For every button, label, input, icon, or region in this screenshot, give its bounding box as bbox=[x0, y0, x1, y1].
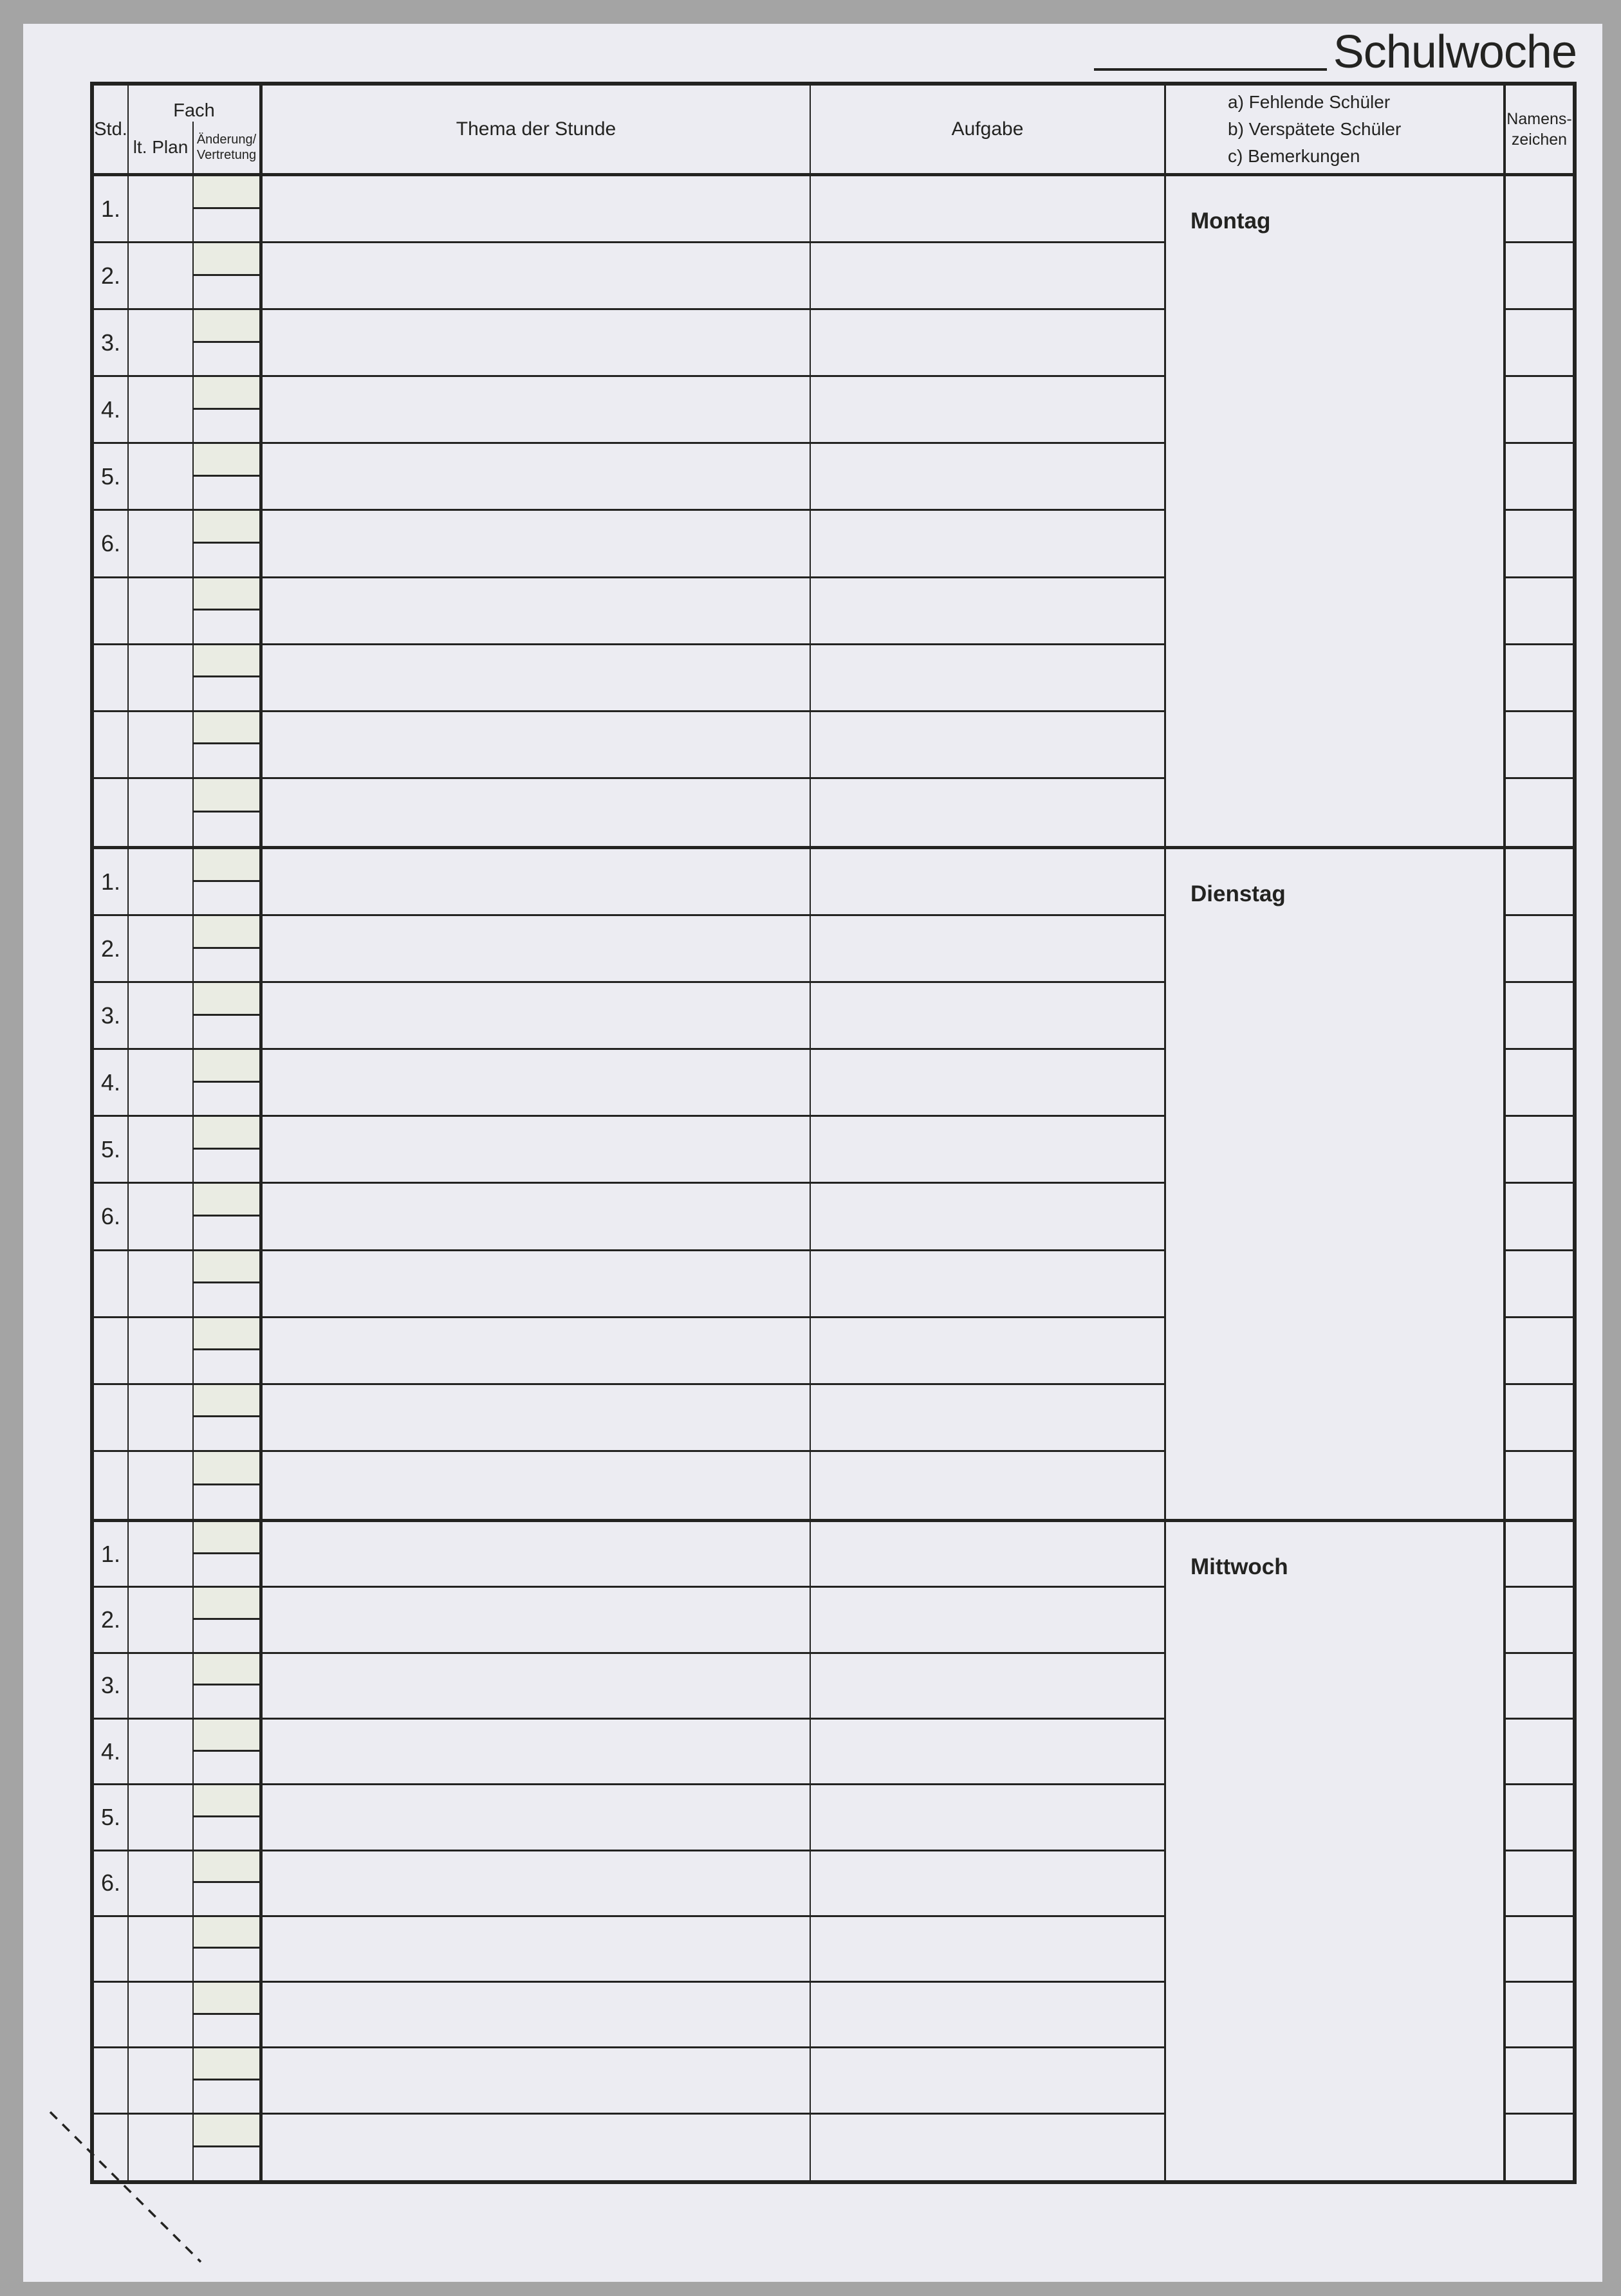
fach-aenderung-cell bbox=[194, 1318, 263, 1385]
fach-lt-plan-cell bbox=[129, 578, 194, 645]
aufgabe-cell bbox=[811, 1588, 1166, 1653]
period-number-cell: 3. bbox=[94, 1654, 129, 1720]
aufgabe-cell bbox=[811, 176, 1166, 243]
namenszeichen-cell bbox=[1506, 1785, 1573, 1851]
table-header-row bbox=[94, 86, 1573, 176]
fach-aenderung-cell bbox=[194, 1184, 263, 1251]
day-remarks-cell bbox=[1166, 1522, 1506, 2180]
aenderung-highlight-subcell bbox=[194, 1251, 259, 1284]
fach-aenderung-cell bbox=[194, 1851, 263, 1917]
thema-cell bbox=[263, 1720, 811, 1785]
fach-lt-plan-cell bbox=[129, 1720, 194, 1785]
period-number-cell bbox=[94, 2048, 129, 2114]
thema-cell bbox=[263, 1588, 811, 1653]
fach-aenderung-cell bbox=[194, 578, 263, 645]
fach-aenderung-cell bbox=[194, 377, 263, 444]
fach-aenderung-cell bbox=[194, 1117, 263, 1184]
period-number-cell: 6. bbox=[94, 1851, 129, 1917]
fach-aenderung-cell bbox=[194, 1385, 263, 1452]
aenderung-highlight-subcell bbox=[194, 1654, 259, 1686]
thema-cell bbox=[263, 578, 811, 645]
namenszeichen-cell bbox=[1506, 1385, 1573, 1452]
aenderung-line-1: Änderung/ bbox=[196, 133, 257, 147]
aufgabe-cell bbox=[811, 1917, 1166, 1983]
thema-cell bbox=[263, 1452, 811, 1519]
fach-aenderung-cell bbox=[194, 1251, 263, 1318]
namenszeichen-line-1: Namens- bbox=[1506, 109, 1572, 128]
namenszeichen-cell bbox=[1506, 1452, 1573, 1519]
thema-cell bbox=[263, 1184, 811, 1251]
namenszeichen-cell bbox=[1506, 1720, 1573, 1785]
aenderung-line-2: Vertretung bbox=[196, 148, 257, 162]
fach-aenderung-cell bbox=[194, 243, 263, 310]
aenderung-highlight-subcell bbox=[194, 1720, 259, 1752]
week-number-blank-line bbox=[1094, 68, 1327, 71]
namenszeichen-cell bbox=[1506, 779, 1573, 846]
aenderung-highlight-subcell bbox=[194, 1452, 259, 1485]
fach-aenderung-cell bbox=[194, 1522, 263, 1588]
thema-cell bbox=[263, 511, 811, 578]
aenderung-highlight-subcell bbox=[194, 779, 259, 813]
aufgabe-cell bbox=[811, 1184, 1166, 1251]
fach-lt-plan-cell bbox=[129, 243, 194, 310]
namenszeichen-cell bbox=[1506, 983, 1573, 1050]
thema-cell bbox=[263, 1050, 811, 1117]
fach-lt-plan-cell bbox=[129, 310, 194, 377]
fach-lt-plan-cell bbox=[129, 1522, 194, 1588]
namenszeichen-cell bbox=[1506, 1050, 1573, 1117]
fach-aenderung-cell bbox=[194, 1452, 263, 1519]
period-number-cell: 2. bbox=[94, 1588, 129, 1653]
thema-cell bbox=[263, 1251, 811, 1318]
aenderung-highlight-subcell bbox=[194, 1385, 259, 1418]
namenszeichen-cell bbox=[1506, 1851, 1573, 1917]
column-header-bemerkungen bbox=[1166, 86, 1506, 173]
fach-aenderung-cell bbox=[194, 1588, 263, 1653]
day-block-dienstag bbox=[94, 846, 1573, 1519]
thema-cell bbox=[263, 1983, 811, 2048]
aenderung-highlight-subcell bbox=[194, 1318, 259, 1351]
aufgabe-cell bbox=[811, 1050, 1166, 1117]
fach-lt-plan-cell bbox=[129, 1385, 194, 1452]
fach-lt-plan-cell bbox=[129, 983, 194, 1050]
fach-lt-plan-cell bbox=[129, 916, 194, 983]
namenszeichen-cell bbox=[1506, 1251, 1573, 1318]
aenderung-highlight-subcell bbox=[194, 578, 259, 611]
thema-cell bbox=[263, 916, 811, 983]
namenszeichen-cell bbox=[1506, 1184, 1573, 1251]
namenszeichen-cell bbox=[1506, 444, 1573, 511]
namenszeichen-cell bbox=[1506, 849, 1573, 916]
fach-aenderung-cell bbox=[194, 779, 263, 846]
period-number-cell: 3. bbox=[94, 310, 129, 377]
fach-lt-plan-cell bbox=[129, 779, 194, 846]
namenszeichen-cell bbox=[1506, 1917, 1573, 1983]
aufgabe-cell bbox=[811, 916, 1166, 983]
thema-cell bbox=[263, 310, 811, 377]
period-number-cell: 1. bbox=[94, 849, 129, 916]
fach-lt-plan-cell bbox=[129, 1654, 194, 1720]
period-number-cell: 6. bbox=[94, 511, 129, 578]
thema-cell bbox=[263, 1851, 811, 1917]
aenderung-highlight-subcell bbox=[194, 1117, 259, 1150]
fach-lt-plan-cell bbox=[129, 1917, 194, 1983]
thema-cell bbox=[263, 1117, 811, 1184]
aufgabe-cell bbox=[811, 1251, 1166, 1318]
aenderung-highlight-subcell bbox=[194, 1522, 259, 1554]
period-number-cell bbox=[94, 2115, 129, 2180]
thema-cell bbox=[263, 779, 811, 846]
fach-aenderung-cell bbox=[194, 1983, 263, 2048]
aufgabe-cell bbox=[811, 1452, 1166, 1519]
namenszeichen-cell bbox=[1506, 712, 1573, 779]
thema-cell bbox=[263, 2115, 811, 2180]
fach-aenderung-cell bbox=[194, 1917, 263, 1983]
aufgabe-cell bbox=[811, 1654, 1166, 1720]
planner-page bbox=[23, 24, 1602, 2282]
fach-lt-plan-cell bbox=[129, 712, 194, 779]
day-label: Mittwoch bbox=[1190, 1554, 1288, 1579]
namenszeichen-cell bbox=[1506, 1983, 1573, 2048]
namenszeichen-cell bbox=[1506, 1654, 1573, 1720]
aufgabe-cell bbox=[811, 1983, 1166, 2048]
aenderung-highlight-subcell bbox=[194, 310, 259, 343]
namenszeichen-cell bbox=[1506, 578, 1573, 645]
column-header-fach-group bbox=[129, 86, 263, 173]
day-label: Montag bbox=[1190, 208, 1271, 234]
aufgabe-cell bbox=[811, 779, 1166, 846]
aenderung-highlight-subcell bbox=[194, 1785, 259, 1817]
aufgabe-cell bbox=[811, 1785, 1166, 1851]
aufgabe-cell bbox=[811, 1318, 1166, 1385]
period-number-cell bbox=[94, 1452, 129, 1519]
day-block-mittwoch bbox=[94, 1519, 1573, 2180]
period-number-cell: 4. bbox=[94, 1720, 129, 1785]
namenszeichen-cell bbox=[1506, 1588, 1573, 1653]
thema-cell bbox=[263, 243, 811, 310]
fach-lt-plan-cell bbox=[129, 1050, 194, 1117]
namenszeichen-cell bbox=[1506, 2048, 1573, 2114]
column-header-aufgabe: Aufgabe bbox=[811, 86, 1166, 173]
aenderung-highlight-subcell bbox=[194, 916, 259, 949]
bemerkungen-line-b: b) Verspätete Schüler bbox=[1228, 119, 1402, 139]
aufgabe-cell bbox=[811, 983, 1166, 1050]
bemerkungen-line-a: a) Fehlende Schüler bbox=[1228, 92, 1391, 112]
namenszeichen-cell bbox=[1506, 1522, 1573, 1588]
fach-aenderung-cell bbox=[194, 645, 263, 712]
fach-lt-plan-cell bbox=[129, 1785, 194, 1851]
thema-cell bbox=[263, 2048, 811, 2114]
fach-aenderung-cell bbox=[194, 983, 263, 1050]
day-block-montag bbox=[94, 176, 1573, 846]
period-number-cell: 1. bbox=[94, 176, 129, 243]
thema-cell bbox=[263, 444, 811, 511]
fach-lt-plan-cell bbox=[129, 176, 194, 243]
period-number-cell: 5. bbox=[94, 1117, 129, 1184]
period-number-cell bbox=[94, 1983, 129, 2048]
aenderung-highlight-subcell bbox=[194, 511, 259, 544]
thema-cell bbox=[263, 1385, 811, 1452]
period-number-cell bbox=[94, 712, 129, 779]
period-number-cell bbox=[94, 645, 129, 712]
aufgabe-cell bbox=[811, 849, 1166, 916]
thema-cell bbox=[263, 1917, 811, 1983]
day-remarks-cell bbox=[1166, 176, 1506, 846]
bemerkungen-line-c: c) Bemerkungen bbox=[1228, 146, 1360, 166]
aufgabe-cell bbox=[811, 444, 1166, 511]
fach-aenderung-cell bbox=[194, 712, 263, 779]
aenderung-highlight-subcell bbox=[194, 712, 259, 745]
period-number-cell: 4. bbox=[94, 377, 129, 444]
day-remarks-cell bbox=[1166, 849, 1506, 1519]
namenszeichen-cell bbox=[1506, 645, 1573, 712]
fach-lt-plan-cell bbox=[129, 2048, 194, 2114]
aenderung-highlight-subcell bbox=[194, 444, 259, 477]
aufgabe-cell bbox=[811, 712, 1166, 779]
fach-aenderung-cell bbox=[194, 310, 263, 377]
period-number-cell: 6. bbox=[94, 1184, 129, 1251]
fach-lt-plan-cell bbox=[129, 1983, 194, 2048]
namenszeichen-cell bbox=[1506, 377, 1573, 444]
fach-lt-plan-cell bbox=[129, 1851, 194, 1917]
fach-lt-plan-cell bbox=[129, 377, 194, 444]
fach-subheader-row bbox=[129, 122, 259, 173]
namenszeichen-line-2: zeichen bbox=[1511, 131, 1568, 149]
aenderung-highlight-subcell bbox=[194, 377, 259, 410]
page-title: Schulwoche bbox=[1333, 26, 1577, 78]
day-label: Dienstag bbox=[1190, 881, 1286, 906]
aufgabe-cell bbox=[811, 1720, 1166, 1785]
fach-lt-plan-cell bbox=[129, 1117, 194, 1184]
fach-lt-plan-cell bbox=[129, 849, 194, 916]
namenszeichen-cell bbox=[1506, 916, 1573, 983]
fach-aenderung-cell bbox=[194, 1785, 263, 1851]
period-number-cell bbox=[94, 779, 129, 846]
aufgabe-cell bbox=[811, 1385, 1166, 1452]
column-header-std: Std. bbox=[94, 86, 129, 173]
aenderung-highlight-subcell bbox=[194, 645, 259, 678]
fach-lt-plan-cell bbox=[129, 511, 194, 578]
namenszeichen-cell bbox=[1506, 1318, 1573, 1385]
fach-aenderung-cell bbox=[194, 444, 263, 511]
period-number-cell: 4. bbox=[94, 1050, 129, 1117]
period-number-cell: 1. bbox=[94, 1522, 129, 1588]
aenderung-highlight-subcell bbox=[194, 1588, 259, 1620]
fach-aenderung-cell bbox=[194, 1654, 263, 1720]
thema-cell bbox=[263, 983, 811, 1050]
fach-aenderung-cell bbox=[194, 176, 263, 243]
aufgabe-cell bbox=[811, 578, 1166, 645]
fach-lt-plan-cell bbox=[129, 1588, 194, 1653]
aufgabe-cell bbox=[811, 2115, 1166, 2180]
aenderung-highlight-subcell bbox=[194, 2115, 259, 2147]
aenderung-highlight-subcell bbox=[194, 243, 259, 276]
thema-cell bbox=[263, 849, 811, 916]
namenszeichen-cell bbox=[1506, 2115, 1573, 2180]
thema-cell bbox=[263, 1654, 811, 1720]
aenderung-highlight-subcell bbox=[194, 1184, 259, 1217]
schedule-table bbox=[90, 82, 1577, 2184]
period-number-cell bbox=[94, 1917, 129, 1983]
fach-aenderung-cell bbox=[194, 2115, 263, 2180]
fach-lt-plan-cell bbox=[129, 1251, 194, 1318]
aufgabe-cell bbox=[811, 1851, 1166, 1917]
column-header-thema: Thema der Stunde bbox=[263, 86, 811, 173]
fach-aenderung-cell bbox=[194, 511, 263, 578]
period-number-cell: 2. bbox=[94, 243, 129, 310]
period-number-cell bbox=[94, 1318, 129, 1385]
fach-aenderung-cell bbox=[194, 849, 263, 916]
aenderung-highlight-subcell bbox=[194, 1917, 259, 1949]
aenderung-highlight-subcell bbox=[194, 176, 259, 209]
aenderung-highlight-subcell bbox=[194, 1983, 259, 2015]
period-number-cell: 3. bbox=[94, 983, 129, 1050]
namenszeichen-cell bbox=[1506, 243, 1573, 310]
namenszeichen-cell bbox=[1506, 1117, 1573, 1184]
fach-aenderung-cell bbox=[194, 1720, 263, 1785]
thema-cell bbox=[263, 1522, 811, 1588]
aenderung-highlight-subcell bbox=[194, 1851, 259, 1884]
fach-lt-plan-cell bbox=[129, 1452, 194, 1519]
thema-cell bbox=[263, 377, 811, 444]
aufgabe-cell bbox=[811, 2048, 1166, 2114]
fach-lt-plan-cell bbox=[129, 2115, 194, 2180]
namenszeichen-cell bbox=[1506, 310, 1573, 377]
period-number-cell bbox=[94, 1251, 129, 1318]
namenszeichen-cell bbox=[1506, 511, 1573, 578]
thema-cell bbox=[263, 176, 811, 243]
aenderung-highlight-subcell bbox=[194, 983, 259, 1016]
period-number-cell bbox=[94, 578, 129, 645]
fach-lt-plan-cell bbox=[129, 444, 194, 511]
period-number-cell: 2. bbox=[94, 916, 129, 983]
aufgabe-cell bbox=[811, 511, 1166, 578]
thema-cell bbox=[263, 1318, 811, 1385]
column-header-namenszeichen bbox=[1506, 86, 1573, 173]
fach-lt-plan-cell bbox=[129, 1318, 194, 1385]
thema-cell bbox=[263, 645, 811, 712]
period-number-cell: 5. bbox=[94, 444, 129, 511]
aenderung-highlight-subcell bbox=[194, 2048, 259, 2080]
column-header-lt-plan: lt. Plan bbox=[129, 122, 194, 173]
aenderung-highlight-subcell bbox=[194, 849, 259, 882]
fach-lt-plan-cell bbox=[129, 1184, 194, 1251]
aufgabe-cell bbox=[811, 377, 1166, 444]
aenderung-highlight-subcell bbox=[194, 1050, 259, 1083]
column-header-aenderung-vertretung bbox=[194, 122, 259, 173]
aufgabe-cell bbox=[811, 243, 1166, 310]
fach-aenderung-cell bbox=[194, 916, 263, 983]
aufgabe-cell bbox=[811, 310, 1166, 377]
namenszeichen-cell bbox=[1506, 176, 1573, 243]
aufgabe-cell bbox=[811, 1117, 1166, 1184]
fach-lt-plan-cell bbox=[129, 645, 194, 712]
column-header-fach: Fach bbox=[173, 100, 215, 121]
thema-cell bbox=[263, 1785, 811, 1851]
aufgabe-cell bbox=[811, 1522, 1166, 1588]
period-number-cell bbox=[94, 1385, 129, 1452]
fach-aenderung-cell bbox=[194, 1050, 263, 1117]
thema-cell bbox=[263, 712, 811, 779]
aufgabe-cell bbox=[811, 645, 1166, 712]
period-number-cell: 5. bbox=[94, 1785, 129, 1851]
fach-aenderung-cell bbox=[194, 2048, 263, 2114]
